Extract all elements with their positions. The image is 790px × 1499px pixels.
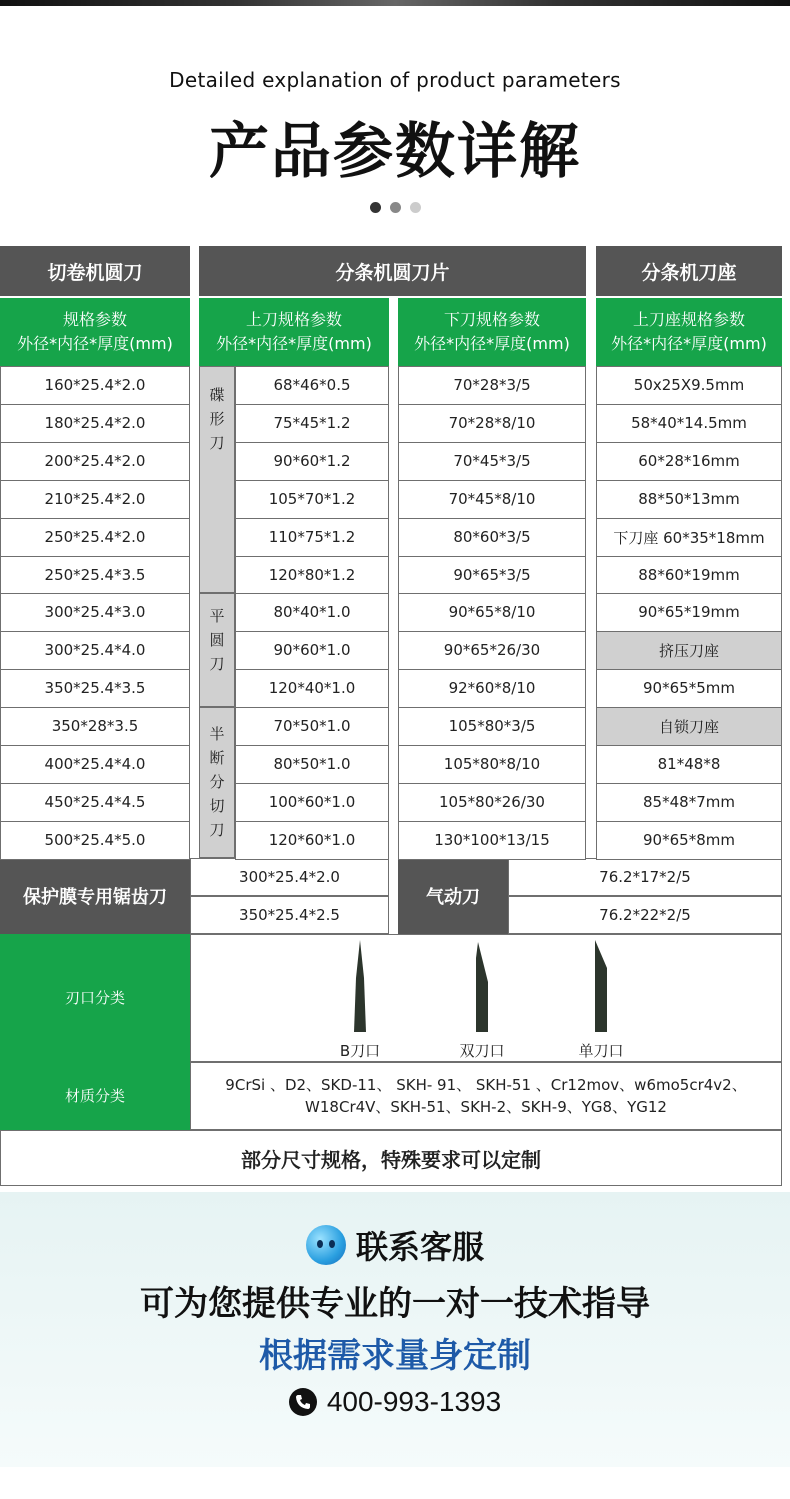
slitter-spec-cell: 350*25.4*3.5 [0, 669, 190, 708]
lower-blade-spec-cell: 70*28*8/10 [398, 404, 586, 443]
contact-title-row [0, 1222, 790, 1268]
group-char: 碟 [209, 386, 225, 404]
lower-blade-spec-cell: 90*65*3/5 [398, 556, 586, 595]
group-dish-blade [199, 366, 235, 593]
edge-b-blade [330, 938, 390, 1061]
header-strip-holder: 分条机刀座 [596, 246, 782, 296]
group-char: 平 [209, 607, 225, 625]
holder-spec-cell: 50x25X9.5mm [596, 366, 782, 405]
holder-spec-cell: 90*65*5mm [596, 669, 782, 708]
lower-blade-spec-cell: 90*65*8/10 [398, 593, 586, 632]
lower-blade-spec-cell: 92*60*8/10 [398, 669, 586, 708]
group-half-cut-blade [199, 707, 235, 858]
group-char: 圆 [209, 631, 225, 649]
subheader-lower [398, 298, 586, 366]
holder-spec-cell: 90*65*19mm [596, 593, 782, 632]
group-char: 分 [209, 773, 225, 791]
slitter-spec-cell: 400*25.4*4.0 [0, 745, 190, 784]
b-edge-blade-icon [350, 938, 370, 1034]
holder-spec-cell: 88*50*13mm [596, 480, 782, 519]
product-parameter-table [0, 246, 790, 1186]
subheader-holder-dims: 外径*内径*厚度(mm) [611, 334, 767, 353]
lower-blade-spec-cell: 90*65*26/30 [398, 631, 586, 670]
single-edge-blade-icon [591, 938, 611, 1034]
upper-blade-spec-cell: 80*40*1.0 [235, 593, 389, 632]
contact-line-1: 可为您提供专业的一对一技术指导 [140, 1284, 650, 1324]
phone-icon [289, 1388, 317, 1416]
contact-title: 联系客服 [355, 1228, 484, 1266]
lower-blade-spec-cell: 105*80*8/10 [398, 745, 586, 784]
upper-blade-spec-cell: 75*45*1.2 [235, 404, 389, 443]
slitter-spec-cell: 350*28*3.5 [0, 707, 190, 746]
customization-note: 部分尺寸规格，特殊要求可以定制 [0, 1130, 782, 1186]
upper-blade-spec-cell: 100*60*1.0 [235, 783, 389, 822]
mascot-icon [306, 1225, 346, 1265]
header-strip-round-blade: 分条机圆刀片 [199, 246, 586, 296]
carousel-dots [0, 202, 790, 213]
top-decor-bar [0, 0, 790, 6]
holder-spec-cell: 下刀座 60*35*18mm [596, 518, 782, 557]
edge-double-blade [452, 938, 512, 1061]
pneumatic-value-2: 76.2*22*2/5 [508, 896, 782, 934]
subheader-upper-title: 上刀规格参数 [245, 310, 342, 329]
material-label: 材质分类 [0, 1062, 190, 1130]
contact-line-2: 根据需求量身定制 [259, 1336, 531, 1376]
holder-spec-cell: 挤压刀座 [596, 631, 782, 670]
subheader-holder [596, 298, 782, 366]
group-flat-round-blade [199, 593, 235, 707]
subheader-spec-title: 规格参数 [62, 310, 127, 329]
lower-blade-spec-cell: 105*80*3/5 [398, 707, 586, 746]
holder-spec-cell: 88*60*19mm [596, 556, 782, 595]
subheader-lower-title: 下刀规格参数 [443, 310, 540, 329]
slitter-spec-cell: 250*25.4*3.5 [0, 556, 190, 595]
lower-blade-spec-cell: 70*28*3/5 [398, 366, 586, 405]
carousel-dot-2[interactable] [390, 202, 401, 213]
group-char: 形 [209, 410, 225, 428]
upper-blade-spec-cell: 105*70*1.2 [235, 480, 389, 519]
holder-spec-cell: 81*48*8 [596, 745, 782, 784]
material-line-2: W18Cr4V、SKH-51、SKH-2、SKH-9、YG8、YG12 [305, 1098, 667, 1116]
upper-blade-spec-cell: 120*80*1.2 [235, 556, 389, 595]
holder-spec-cell: 90*65*8mm [596, 821, 782, 860]
upper-blade-spec-cell: 90*60*1.2 [235, 442, 389, 481]
slitter-spec-cell: 180*25.4*2.0 [0, 404, 190, 443]
edge-type-label: 刃口分类 [0, 934, 190, 1062]
upper-blade-spec-cell: 90*60*1.0 [235, 631, 389, 670]
group-char: 半 [209, 725, 225, 743]
carousel-dot-3[interactable] [410, 202, 421, 213]
holder-spec-cell: 自锁刀座 [596, 707, 782, 746]
edge-double-label: 双刀口 [459, 1042, 505, 1060]
group-char: 刀 [209, 434, 225, 452]
edge-single-blade [571, 938, 631, 1061]
carousel-dot-1[interactable] [370, 202, 381, 213]
upper-blade-spec-cell: 68*46*0.5 [235, 366, 389, 405]
upper-blade-spec-cell: 110*75*1.2 [235, 518, 389, 557]
subheader-spec-dims: 外径*内径*厚度(mm) [17, 334, 173, 353]
group-char: 断 [209, 749, 225, 767]
upper-blade-spec-cell: 120*40*1.0 [235, 669, 389, 708]
slitter-spec-cell: 450*25.4*4.5 [0, 783, 190, 822]
phone-number[interactable]: 400-993-1393 [326, 1386, 502, 1417]
material-panel [190, 1062, 782, 1130]
group-char: 切 [209, 797, 225, 815]
slitter-spec-cell: 300*25.4*4.0 [0, 631, 190, 670]
material-line-1: 9CrSi 、D2、SKD-11、 SKH- 91、 SKH-51 、Cr12mov、w6mo5cr4v2、 [225, 1076, 747, 1094]
subheader-holder-title: 上刀座规格参数 [632, 310, 745, 329]
holder-spec-cell: 60*28*16mm [596, 442, 782, 481]
subheader-upper [199, 298, 389, 366]
upper-blade-spec-cell: 80*50*1.0 [235, 745, 389, 784]
slitter-spec-cell: 500*25.4*5.0 [0, 821, 190, 860]
film-saw-value-1: 300*25.4*2.0 [190, 858, 389, 896]
lower-blade-spec-cell: 80*60*3/5 [398, 518, 586, 557]
pneumatic-value-1: 76.2*17*2/5 [508, 858, 782, 896]
subheader-upper-dims: 外径*内径*厚度(mm) [216, 334, 372, 353]
double-edge-blade-icon [472, 938, 492, 1034]
subheader-lower-dims: 外径*内径*厚度(mm) [414, 334, 570, 353]
slitter-spec-cell: 200*25.4*2.0 [0, 442, 190, 481]
pneumatic-label: 气动刀 [398, 858, 508, 934]
header-slitter-round-blade: 切卷机圆刀 [0, 246, 190, 296]
slitter-spec-cell: 300*25.4*3.0 [0, 593, 190, 632]
slitter-spec-cell: 250*25.4*2.0 [0, 518, 190, 557]
page-subtitle: Detailed explanation of product parameters [169, 68, 621, 92]
group-char: 刀 [209, 821, 225, 839]
holder-spec-cell: 85*48*7mm [596, 783, 782, 822]
edge-b-label: B刀口 [339, 1042, 381, 1060]
lower-blade-spec-cell: 105*80*26/30 [398, 783, 586, 822]
phone-row[interactable] [0, 1386, 790, 1418]
slitter-spec-cell: 160*25.4*2.0 [0, 366, 190, 405]
holder-spec-cell: 58*40*14.5mm [596, 404, 782, 443]
upper-blade-spec-cell: 120*60*1.0 [235, 821, 389, 860]
slitter-spec-cell: 210*25.4*2.0 [0, 480, 190, 519]
film-saw-value-2: 350*25.4*2.5 [190, 896, 389, 934]
upper-blade-spec-cell: 70*50*1.0 [235, 707, 389, 746]
edge-single-label: 单刀口 [578, 1042, 624, 1060]
lower-blade-spec-cell: 70*45*8/10 [398, 480, 586, 519]
page-title: 产品参数详解 [209, 117, 581, 187]
group-char: 刀 [209, 655, 225, 673]
lower-blade-spec-cell: 70*45*3/5 [398, 442, 586, 481]
film-saw-label: 保护膜专用锯齿刀 [0, 858, 190, 934]
lower-blade-spec-cell: 130*100*13/15 [398, 821, 586, 860]
subheader-spec [0, 298, 190, 366]
